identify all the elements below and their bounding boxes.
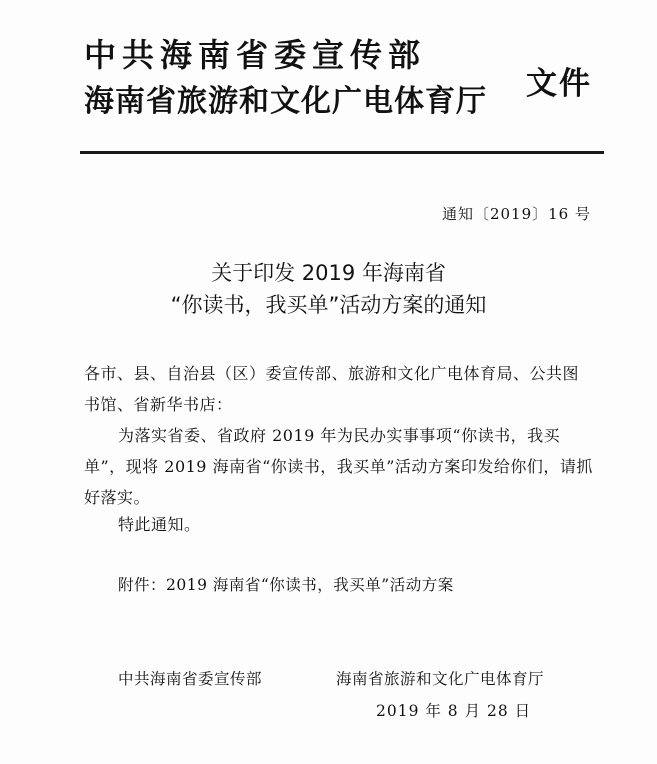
header-divider <box>80 151 604 154</box>
document-type: 文件 <box>526 66 592 102</box>
issue-date: 2019 年 8 月 28 日 <box>376 702 532 720</box>
addressee: 各市、县、自治县（区）委宣传部、旅游和文化广电体育局、公共图书馆、省新华书店： <box>84 364 580 414</box>
closing-remark: 特此通知。 <box>118 515 201 534</box>
signer-left: 中共海南省委宣传部 <box>118 670 263 688</box>
document-number: 通知〔2019〕16 号 <box>441 205 591 223</box>
title-line-1: 关于印发 2019 年海南省 <box>211 261 446 285</box>
issuing-org-2: 海南省旅游和文化广电体育厅 <box>84 84 487 119</box>
attachment-note: 附件：2019 海南省“你读书，我买单”活动方案 <box>118 576 454 594</box>
body-paragraph: 为落实省委、省政府 2019 年为民办实事事项“你读书，我买单”，现将 2019 海南省“你读书，我买单”活动方案印发给你们，请抓好落实。 <box>84 426 593 507</box>
title-line-2: “你读书，我买单”活动方案的通知 <box>170 293 487 317</box>
issuing-org-1: 中共海南省委宣传部 <box>84 36 427 74</box>
signer-right: 海南省旅游和文化广电体育厅 <box>336 670 545 688</box>
